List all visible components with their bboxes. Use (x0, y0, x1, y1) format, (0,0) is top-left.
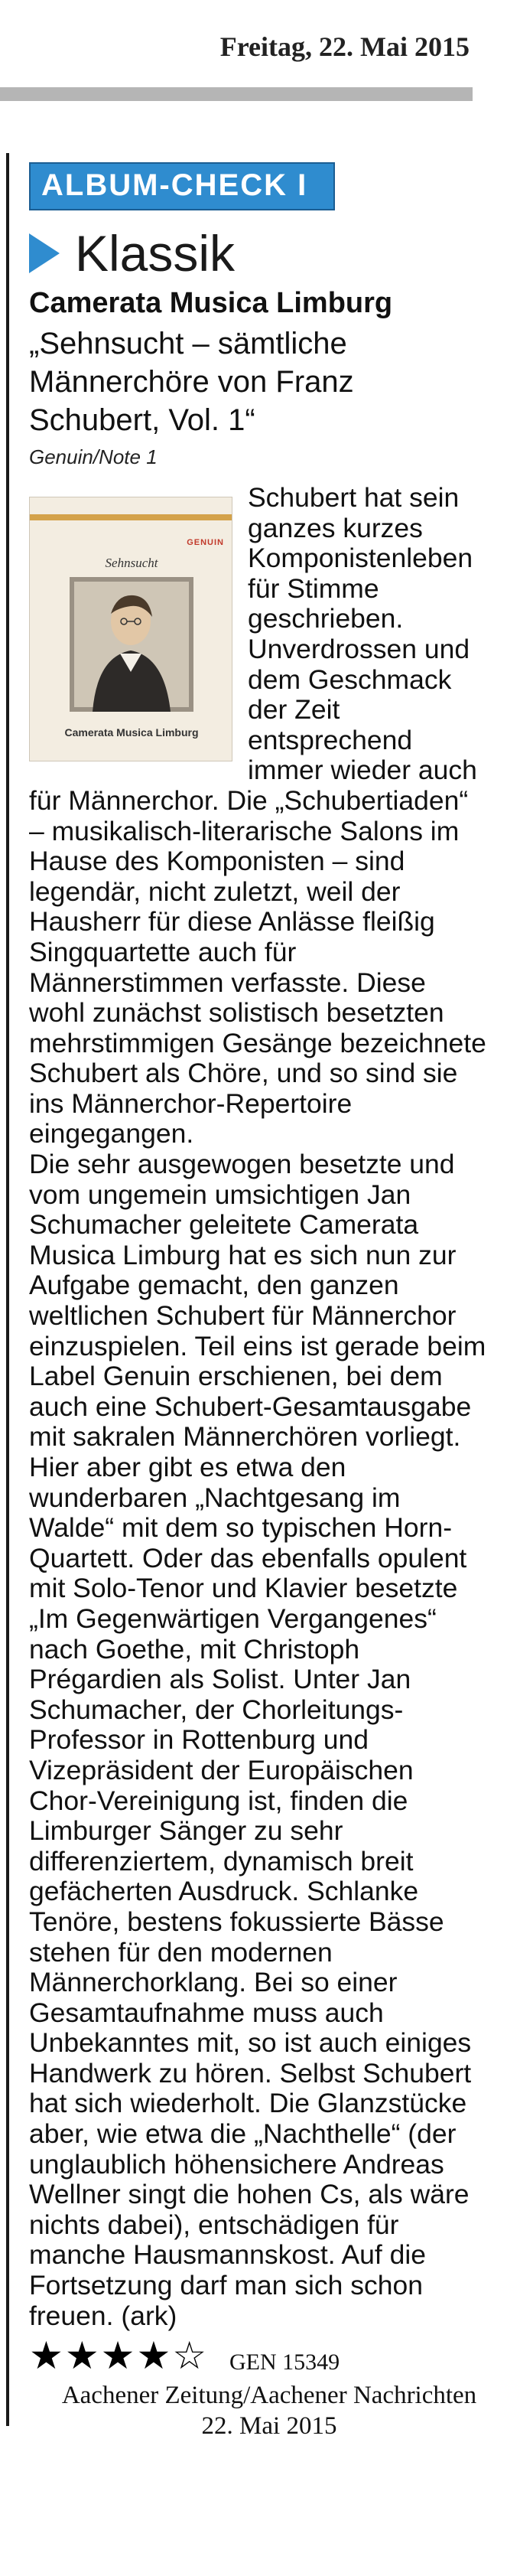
album-title: „Sehnsucht – sämtliche Männerchöre von Franz Schubert, Vol. 1“ (29, 327, 354, 437)
column-rule (6, 153, 9, 2426)
catalog-number: GEN 15349 (229, 2349, 340, 2375)
header-divider (0, 87, 473, 101)
artist-name: Camerata Musica Limburg (29, 287, 393, 319)
review-paragraph-2: Die sehr ausgewogen besetzte und vom ungemein umsichtigen Jan Schumacher geleitete Camerata Musica Limburg hat es sich nun zur Aufgabe gemacht, den ganzen weltlichen Schubert für Männerchor einzuspielen. Teil eins ist gerade beim Label Genuin erschienen, bei dem auch eine Schubert-Gesamtausgabe mit sakralen Männerchören vorliegt. Hier aber gibt es etwa den wunderbaren „Nachtgesang im Walde“ mit dem so typischen Horn-Quartett. Oder das ebenfalls opulent mit Solo-Tenor und Klavier besetzte „Im Gegenwärtigen Vergangenes“ nach Goethe, mit Christoph Prégardien als Solist. Unter Jan Schumacher, der Chorleitungs-Professor in Rottenburg und Vizepräsident der Europäischen Chor-Vereinigung ist, finden die Limburger Sänger zu sehr differenziertem, dynamisch breit gefächerten Ausdruck. Schlanke Tenöre, bestens fokussierte Bässe stehen für den modernen Männerchorklang. Bei so einer Gesamtaufnahme muss auch Unbekanntes mit, so ist auch einiges Handwerk zu hören. Selbst Schubert hat sich wiederholt. Die Glanzstücke aber, wie etwa die „Nachthelle“ (der unglaublich höhensichere Andreas Wellner singt die hohen Cs, als wäre nichts dabei), entschädigen für manche Hausmannskost. Auf die Fortsetzung darf man sich schon freuen. (ark) (29, 1149, 486, 2331)
record-label: Genuin/Note 1 (29, 445, 158, 468)
section-label: ALBUM-CHECK I (29, 162, 335, 210)
cover-ensemble: Camerata Musica Limburg (64, 726, 199, 739)
source-credit (24, 2380, 514, 2441)
genre-heading (29, 224, 488, 282)
source-date: 22. Mai 2015 (201, 2412, 337, 2440)
genre-title: Klassik (75, 225, 236, 282)
review-paragraph-1: Schubert hat sein ganzes kurzes Komponistenleben für Stimme geschrieben. Unverdrossen und dem Geschmack der Zeit entsprechend immer wieder auch für Männerchor. Die „Schubertiaden“ – musikalisch-literarische Salons im Hause des Komponisten – sind legendär, nicht zuletzt, weil der Hausherr für diese Anlässe fleißig Singquartette auch für Männerstimmen verfasste. Diese wohl zunächst solistisch besetzten mehrstimmigen Gesänge bezeichnete Schubert als Chöre, und so sind sie ins Männerchor-Repertoire eingegangen. (29, 482, 486, 1149)
play-triangle-icon (29, 233, 60, 273)
cover-label-logo: GENUIN (187, 538, 224, 547)
source-publication: Aachener Zeitung/Aachener Nachrichten (61, 2382, 477, 2409)
cover-title: Sehnsucht (105, 556, 158, 570)
cover-band (30, 514, 232, 520)
review-body (29, 483, 488, 2331)
album-review-article (29, 162, 488, 2379)
star-rating-icon: ★★★★☆ (29, 2333, 209, 2379)
publication-date: Freitag, 22. Mai 2015 (219, 31, 470, 62)
album-cover-image (29, 497, 232, 761)
schubert-portrait-icon (70, 577, 193, 712)
